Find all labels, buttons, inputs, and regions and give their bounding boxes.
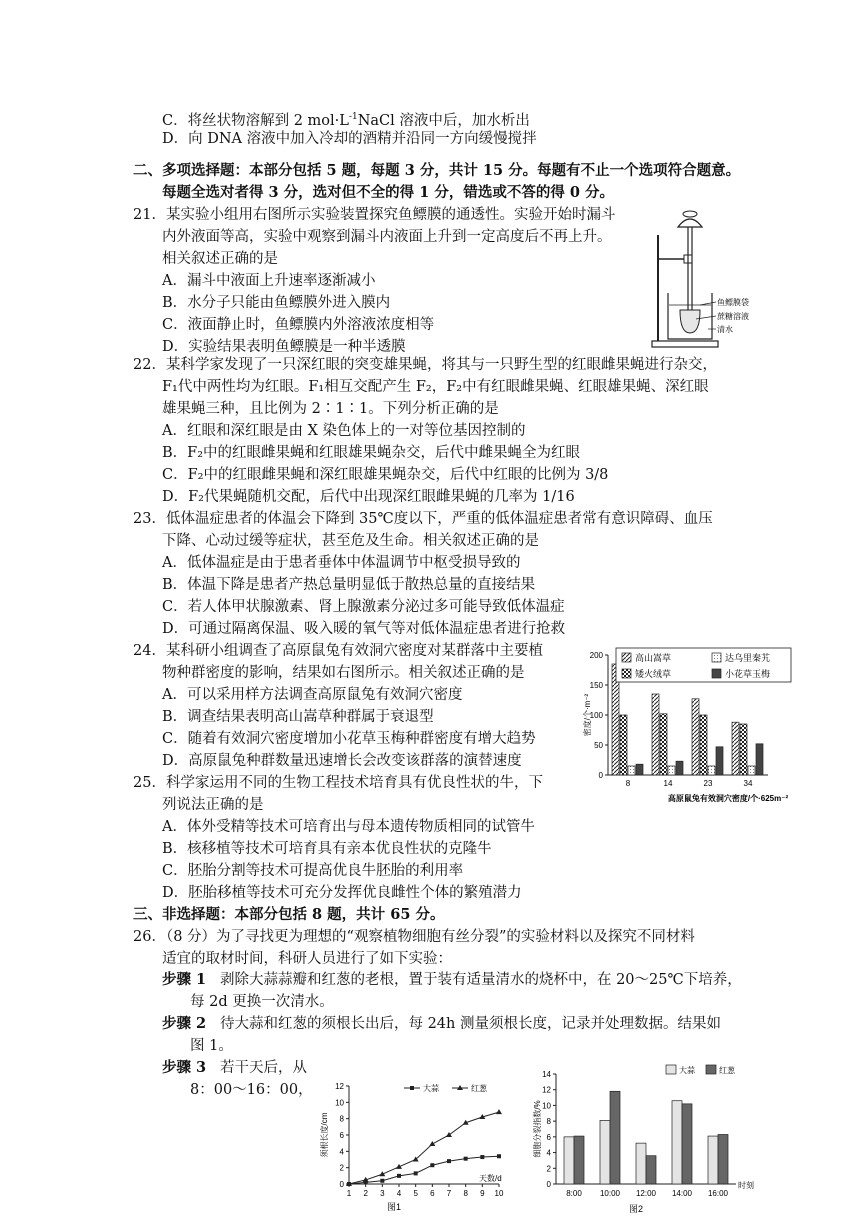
y-tick-label: 0 [339, 1180, 344, 1189]
y-tick-label: 0 [546, 1180, 551, 1189]
legend-swatch [622, 653, 631, 662]
q22-stem: 22．某科学家发现了一只深红眼的突变雄果蝇，将其与一只野生型的红眼雌果蝇进行杂交， [133, 357, 717, 373]
bar-大蒜 [600, 1120, 610, 1184]
bar-小花草玉梅 [676, 761, 683, 775]
figure-2-caption: 图2 [628, 1204, 644, 1214]
point-大蒜 [447, 1159, 451, 1163]
legend-label: 大蒜 [423, 1084, 439, 1093]
q26-step2-cont: 图 1。 [190, 1038, 233, 1054]
q21-stem: 21．某实验小组用右图所示实验装置探究鱼鳔膜的通透性。实验开始时漏斗 [133, 207, 616, 223]
bar-小花草玉梅 [636, 764, 643, 775]
bar-矮火绒草 [740, 724, 747, 775]
q23-stem: 23．低体温症患者的体温会下降到 35℃度以下，严重的低体温症患者常有意识障碍、血压 [133, 511, 713, 527]
bar-矮火绒草 [700, 715, 707, 775]
y-axis-label: 细胞分裂指数/% [533, 1100, 542, 1158]
x-tick-label: 4 [396, 1189, 402, 1198]
y-tick-label: 50 [594, 741, 603, 750]
bar-高山嵩草 [732, 722, 739, 775]
x-tick-label: 3 [380, 1189, 385, 1198]
section-2-heading-cont: 每题全选对者得 3 分，选对但不全的得 1 分，错选或不答的得 0 分。 [162, 184, 615, 201]
osmosis-apparatus-figure [650, 205, 775, 355]
y-tick-label: 6 [339, 1131, 344, 1140]
series-line-大蒜 [349, 1156, 499, 1184]
y-tick-label: 2 [339, 1163, 344, 1173]
point-大蒜 [380, 1179, 384, 1183]
q23-stem-2: 下降、心动过缓等症状，甚至危及生命。相关叙述正确的是 [162, 533, 539, 549]
legend-marker [410, 1086, 414, 1090]
q24-option-a: A．可以采用样方法调查高原鼠兔有效洞穴密度 [162, 687, 463, 703]
q24-option-c: C．随着有效洞穴密度增加小花草玉梅种群密度有增大趋势 [162, 731, 536, 747]
x-tick-label: 1 [346, 1189, 352, 1198]
legend-swatch [712, 653, 721, 662]
y-tick-label: 150 [589, 681, 603, 690]
burrow-density-bar-chart [578, 645, 850, 807]
legend-label: 高山嵩草 [635, 653, 672, 663]
bar-红葱 [682, 1104, 692, 1184]
bar-高山嵩草 [652, 694, 659, 775]
y-tick-label: 12 [335, 1082, 344, 1091]
q25-stem: 25．科学家运用不同的生物工程技术培育具有优良性状的牛，下 [133, 775, 543, 791]
label-membrane-bag: 鱼鳔膜袋 [717, 298, 749, 307]
y-axis-label: 须根长度/cm [320, 1112, 329, 1158]
q26-step3-cont: 8：00～16：00， [190, 1082, 313, 1098]
q23-option-c: C．若人体甲状腺激素、肾上腺激素分泌过多可能导致低体温症 [162, 599, 565, 615]
point-红葱 [446, 1132, 452, 1137]
bar-大蒜 [564, 1137, 574, 1184]
point-大蒜 [397, 1174, 401, 1178]
x-tick-label: 10:00 [599, 1189, 621, 1198]
x-tick-label: 9 [480, 1189, 485, 1198]
legend-label: 矮火绒草 [635, 669, 672, 679]
point-大蒜 [480, 1155, 484, 1159]
point-红葱 [496, 1109, 502, 1114]
q23-option-d: D．可通过隔离保温、吸入暖的氧气等对低体温症患者进行抢救 [162, 621, 566, 637]
q24-stem: 24．某科研小组调查了高原鼠兔有效洞穴密度对某群落中主要植 [133, 643, 543, 659]
y-tick-label: 6 [546, 1132, 551, 1142]
point-大蒜 [414, 1171, 418, 1175]
q26-step2: 步骤 2 待大蒜和红葱的须根长出后，每 24h 测量须根长度，记录并处理数据。结果如 [162, 1015, 721, 1032]
x-tick-label: 12:00 [635, 1189, 657, 1198]
y-tick-label: 8 [546, 1117, 551, 1127]
y-tick-label: 200 [589, 651, 603, 660]
bar-达乌里秦艽 [708, 766, 715, 775]
x-axis-label: 时刻 [738, 1181, 754, 1190]
q23-option-a: A．低体温症是由于患者垂体中体温调节中枢受损导致的 [162, 555, 521, 571]
q22-option-d: D．F₂代果蝇随机交配，后代中出现深红眼雌果蝇的几率为 1/16 [162, 489, 575, 505]
q22-stem-3: 雄果蝇三种，且比例为 2∶1∶1。下列分析正确的是 [162, 401, 499, 417]
step3-label: 步骤 3 [162, 1059, 207, 1076]
q26-stem: 26．（8 分）为了寻找更为理想的“观察植物细胞有丝分裂”的实验材料以及探究不同材料 [133, 929, 695, 945]
bar-矮火绒草 [620, 715, 627, 775]
section-3-heading: 三、非选择题：本部分包括 8 题，共计 65 分。 [133, 906, 445, 923]
q26-step1-cont: 每 2d 更换一次清水。 [190, 994, 334, 1010]
x-tick-label: 8 [625, 779, 631, 788]
bar-大蒜 [708, 1136, 718, 1184]
q26-stem-2: 适宜的取材时间，科研人员进行了如下实验： [162, 951, 452, 967]
y-axis-label: 密度/个·m⁻² [583, 693, 592, 737]
x-tick-label: 14:00 [671, 1189, 693, 1198]
bar-红葱 [718, 1135, 728, 1185]
x-tick-label: 23 [703, 779, 713, 788]
legend-label: 达乌里秦艽 [725, 653, 771, 663]
q24-option-d: D．高原鼠兔种群数量迅速增长会改变该群落的演替速度 [162, 753, 522, 769]
step1-label: 步骤 1 [162, 971, 207, 988]
bar-达乌里秦艽 [748, 766, 755, 775]
x-tick-label: 5 [413, 1189, 418, 1198]
y-tick-label: 100 [589, 711, 603, 720]
x-axis-label: 天数/d [479, 1174, 502, 1183]
y-tick-label: 8 [339, 1114, 344, 1124]
figure-1-caption: 图1 [386, 1202, 402, 1212]
legend-label: 红葱 [471, 1084, 487, 1093]
y-tick-label: 12 [542, 1085, 551, 1095]
x-tick-label: 16:00 [707, 1189, 729, 1198]
q21-stem-3: 相关叙述正确的是 [162, 251, 278, 267]
section-2-heading: 二、多项选择题：本部分包括 5 题，每题 3 分，共计 15 分。每题有不止一个选项符合题意。 [133, 162, 741, 179]
q25-option-d: D．胚胎移植等技术可充分发挥优良雌性个体的繁殖潜力 [162, 885, 522, 901]
x-tick-label: 7 [446, 1189, 452, 1198]
x-tick-label: 14 [663, 779, 673, 788]
q21-stem-2: 内外液面等高，实验中观察到漏斗内液面上升到一定高度后不再上升。 [162, 229, 612, 245]
q22-option-a: A．红眼和深红眼是由 X 染色体上的一对等位基因控制的 [162, 423, 526, 439]
legend-swatch [712, 669, 721, 678]
y-tick-label: 2 [546, 1164, 551, 1174]
q21-option-c: C．液面静止时，鱼鳔膜内外溶液浓度相等 [162, 317, 435, 333]
bar-小花草玉梅 [716, 747, 723, 775]
q25-stem-2: 列说法正确的是 [162, 797, 264, 813]
q24-stem-2: 物种群密度的影响，结果如右图所示。相关叙述正确的是 [162, 665, 525, 681]
y-tick-label: 10 [542, 1101, 551, 1111]
q21-option-d: D．实验结果表明鱼鳔膜是一种半透膜 [162, 339, 406, 355]
x-tick-label: 34 [743, 779, 753, 788]
legend-label: 红葱 [719, 1066, 735, 1075]
q22-option-c: C．F₂中的红眼雌果蝇和深红眼雄果蝇杂交，后代中红眼的比例为 3/8 [162, 467, 609, 483]
q25-option-c: C．胚胎分割等技术可提高优良牛胚胎的利用率 [162, 863, 464, 879]
bar-大蒜 [672, 1101, 682, 1184]
q21-option-a: A．漏斗中液面上升速率逐渐减小 [162, 273, 376, 289]
bar-达乌里秦艽 [668, 766, 675, 775]
legend-label: 大蒜 [679, 1066, 695, 1075]
option-d-text: D．向 DNA 溶液中加入冷却的酒精并沿同一方向缓慢搅拌 [162, 131, 537, 147]
point-大蒜 [464, 1157, 468, 1161]
q24-option-b: B．调查结果表明高山嵩草种群属于衰退型 [162, 709, 434, 725]
bar-达乌里秦艽 [628, 766, 635, 775]
x-axis-label: 高原鼠兔有效洞穴密度/个·625m⁻² [667, 794, 789, 803]
y-tick-label: 4 [339, 1147, 344, 1157]
bar-大蒜 [636, 1143, 646, 1184]
point-大蒜 [497, 1154, 501, 1158]
label-sucrose-solution: 蔗糖溶液 [717, 312, 749, 321]
bar-红葱 [610, 1091, 620, 1184]
point-红葱 [429, 1141, 435, 1146]
y-tick-label: 4 [546, 1148, 551, 1158]
q26-step3: 步骤 3 若干天后，从 [162, 1059, 307, 1076]
y-tick-label: 10 [335, 1098, 344, 1108]
q22-option-b: B．F₂中的红眼雌果蝇和红眼雄果蝇杂交，后代中雌果蝇全为红眼 [162, 445, 581, 461]
q23-option-b: B．体温下降是患者产热总量明显低于散热总量的直接结果 [162, 577, 536, 593]
x-tick-label: 8:00 [566, 1189, 582, 1198]
root-length-line-chart [315, 1078, 520, 1214]
legend-label: 小花草玉梅 [725, 669, 771, 679]
legend-swatch [706, 1065, 716, 1074]
q25-option-b: B．核移植等技术可培育具有亲本优良性状的克隆牛 [162, 841, 492, 857]
q25-option-a: A．体外受精等技术可培育出与母本遗传物质相同的试管牛 [162, 819, 535, 835]
y-tick-label: 0 [598, 771, 603, 780]
step2-label: 步骤 2 [162, 1015, 207, 1032]
label-water: 清水 [717, 325, 733, 334]
bar-高山嵩草 [692, 699, 699, 775]
option-c-text: C．将丝状物溶解到 2 $mol\cdot L^{-1}NaCl$ 溶液中后，加水析出 [162, 112, 530, 129]
y-tick-label: 14 [542, 1070, 551, 1079]
point-大蒜 [430, 1163, 434, 1167]
bar-矮火绒草 [660, 714, 667, 775]
x-tick-label: 10 [494, 1189, 504, 1198]
legend-swatch [622, 669, 631, 678]
x-tick-label: 2 [363, 1189, 368, 1198]
bar-红葱 [574, 1136, 584, 1184]
x-tick-label: 8 [463, 1189, 468, 1198]
legend-swatch [666, 1065, 676, 1074]
series-line-红葱 [349, 1112, 499, 1184]
bar-小花草玉梅 [756, 744, 763, 775]
q21-option-b: B．水分子只能由鱼鳔膜外进入膜内 [162, 295, 391, 311]
bar-红葱 [646, 1156, 656, 1184]
q22-stem-2: F₁代中两性均为红眼。F₁相互交配产生 F₂，F₂中有红眼雌果蝇、红眼雄果蝇、深红眼 [162, 379, 709, 395]
mitotic-index-bar-chart [530, 1062, 775, 1214]
q26-step1: 步骤 1 剥除大蒜蒜瓣和红葱的老根，置于装有适量清水的烧杯中，在 20～25℃下培养， [162, 971, 742, 988]
x-tick-label: 6 [430, 1189, 435, 1198]
